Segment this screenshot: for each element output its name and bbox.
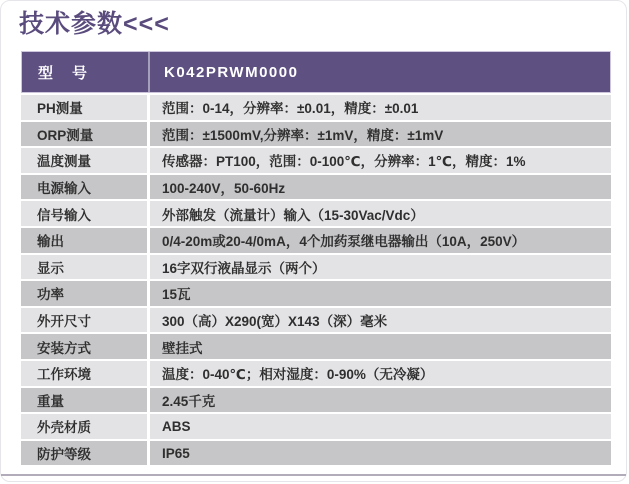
row-value: 16字双行液晶显示（两个） bbox=[162, 260, 326, 276]
header-model-value: K042PRWM0000 bbox=[164, 63, 299, 81]
row-value: IP65 bbox=[162, 445, 190, 461]
row-label: PH测量 bbox=[21, 95, 150, 120]
row-label: 工作环境 bbox=[21, 361, 150, 386]
table-row bbox=[21, 414, 611, 439]
row-value: 范围：±1500mV,分辨率：±1mV，精度：±1mV bbox=[162, 127, 444, 143]
table-row bbox=[21, 95, 611, 120]
table-body bbox=[21, 95, 611, 465]
row-value: 2.45千克 bbox=[162, 393, 216, 409]
page-title: 技术参数<<< bbox=[19, 10, 170, 38]
row-label: ORP测量 bbox=[21, 122, 150, 147]
row-value: 范围：0-14，分辨率：±0.01，精度：±0.01 bbox=[162, 101, 419, 117]
row-value: 传感器：PT100，范围：0-100℃，分辨率：1℃，精度：1% bbox=[162, 154, 526, 170]
row-value: ABS bbox=[162, 418, 191, 434]
header-model-label: 型 号 bbox=[22, 52, 150, 92]
row-label: 外壳材质 bbox=[21, 414, 150, 439]
table-row bbox=[21, 361, 611, 386]
row-label: 信号输入 bbox=[21, 201, 150, 226]
row-label: 防护等级 bbox=[21, 441, 150, 466]
table-row bbox=[21, 201, 611, 226]
table-row bbox=[21, 122, 611, 147]
row-value: 100-240V，50-60Hz bbox=[162, 181, 286, 197]
row-value: 壁挂式 bbox=[162, 340, 203, 356]
table-row bbox=[21, 308, 611, 333]
row-value: 15瓦 bbox=[162, 287, 191, 303]
table-row bbox=[21, 281, 611, 306]
row-value: 温度：0-40℃；相对湿度：0-90%（无冷凝） bbox=[162, 367, 434, 383]
table-header-row bbox=[21, 51, 611, 93]
row-label: 外开尺寸 bbox=[21, 308, 150, 333]
table-row bbox=[21, 175, 611, 200]
row-value: 外部触发（流量计）输入（15-30Vac/Vdc） bbox=[162, 207, 424, 223]
row-value: 300（高）X290(宽）X143（深）毫米 bbox=[162, 314, 388, 330]
bottom-divider-line bbox=[1, 474, 626, 476]
table-row bbox=[21, 228, 611, 253]
table-row bbox=[21, 388, 611, 413]
table-row bbox=[21, 148, 611, 173]
spec-table bbox=[21, 51, 611, 467]
table-row bbox=[21, 441, 611, 466]
row-label: 重量 bbox=[21, 388, 150, 413]
row-label: 输出 bbox=[21, 228, 150, 253]
row-label: 电源输入 bbox=[21, 175, 150, 200]
row-label: 功率 bbox=[21, 281, 150, 306]
row-label: 显示 bbox=[21, 255, 150, 280]
table-row bbox=[21, 334, 611, 359]
table-row bbox=[21, 255, 611, 280]
row-label: 安装方式 bbox=[21, 334, 150, 359]
row-value: 0/4-20m或20-4/0mA，4个加药泵继电器输出（10A，250V） bbox=[162, 234, 526, 250]
row-label: 温度测量 bbox=[21, 148, 150, 173]
